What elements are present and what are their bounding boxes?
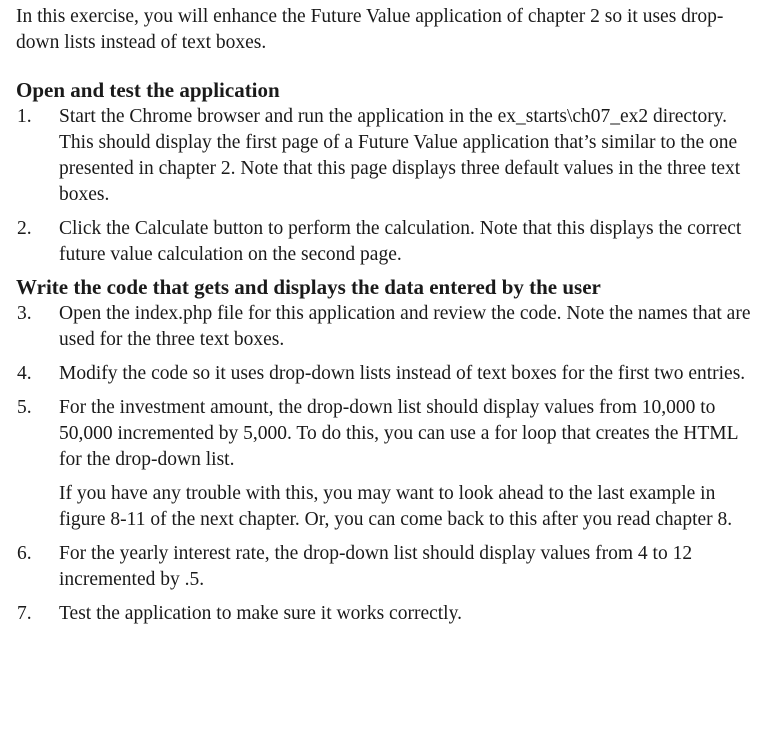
step-text: For the yearly interest rate, the drop-down list should display values from 4 to 12 incremented by .5. [59, 543, 693, 590]
step-number: 6. [17, 543, 32, 564]
step-text: Click the Calculate button to perform the calculation. Note that this displays the correct future value calculation on the second page. [59, 218, 742, 265]
step-number: 2. [17, 218, 32, 239]
steps-list-write-code [16, 301, 756, 627]
step-4 [16, 361, 756, 387]
step-number: 3. [17, 303, 32, 324]
step-number: 4. [17, 363, 32, 384]
section-heading-write-code: Write the code that gets and displays the data entered by the user [16, 275, 601, 299]
steps-list-open-test [16, 104, 756, 268]
step-text: Test the application to make sure it works correctly. [59, 603, 462, 624]
exercise-page [16, 3, 756, 627]
step-number: 7. [17, 603, 32, 624]
step-2 [16, 216, 756, 268]
step-text: For the investment amount, the drop-down list should display values from 10,000 to 50,000 incremented by 5,000. To do this, you can use a for loop that creates the HTML for the drop-down list. [59, 397, 738, 470]
step-7 [16, 601, 756, 627]
step-3 [16, 301, 756, 353]
step-text: Open the index.php file for this application and review the code. Note the names that are used for the three text boxes. [59, 303, 751, 350]
step-6 [16, 541, 756, 593]
step-text: Modify the code so it uses drop-down lists instead of text boxes for the first two entries. [59, 363, 746, 384]
step-text: Start the Chrome browser and run the application in the ex_starts\ch07_ex2 directory. This should display the first page of a Future Value application that’s similar to the one presented in chapter 2. Note that this page displays three default values in the three text boxes. [59, 106, 741, 205]
section-heading-open-test: Open and test the application [16, 78, 280, 102]
step-number: 1. [17, 106, 32, 127]
intro-paragraph: In this exercise, you will enhance the Future Value application of chapter 2 so it uses drop-down lists instead of text boxes. [16, 6, 724, 53]
step-number: 5. [17, 397, 32, 418]
step-1 [16, 104, 756, 208]
step-5-note: If you have any trouble with this, you may want to look ahead to the last example in figure 8-11 of the next chapter. Or, you can come back to this after you read chapter 8. [59, 483, 733, 530]
step-5 [16, 395, 756, 473]
